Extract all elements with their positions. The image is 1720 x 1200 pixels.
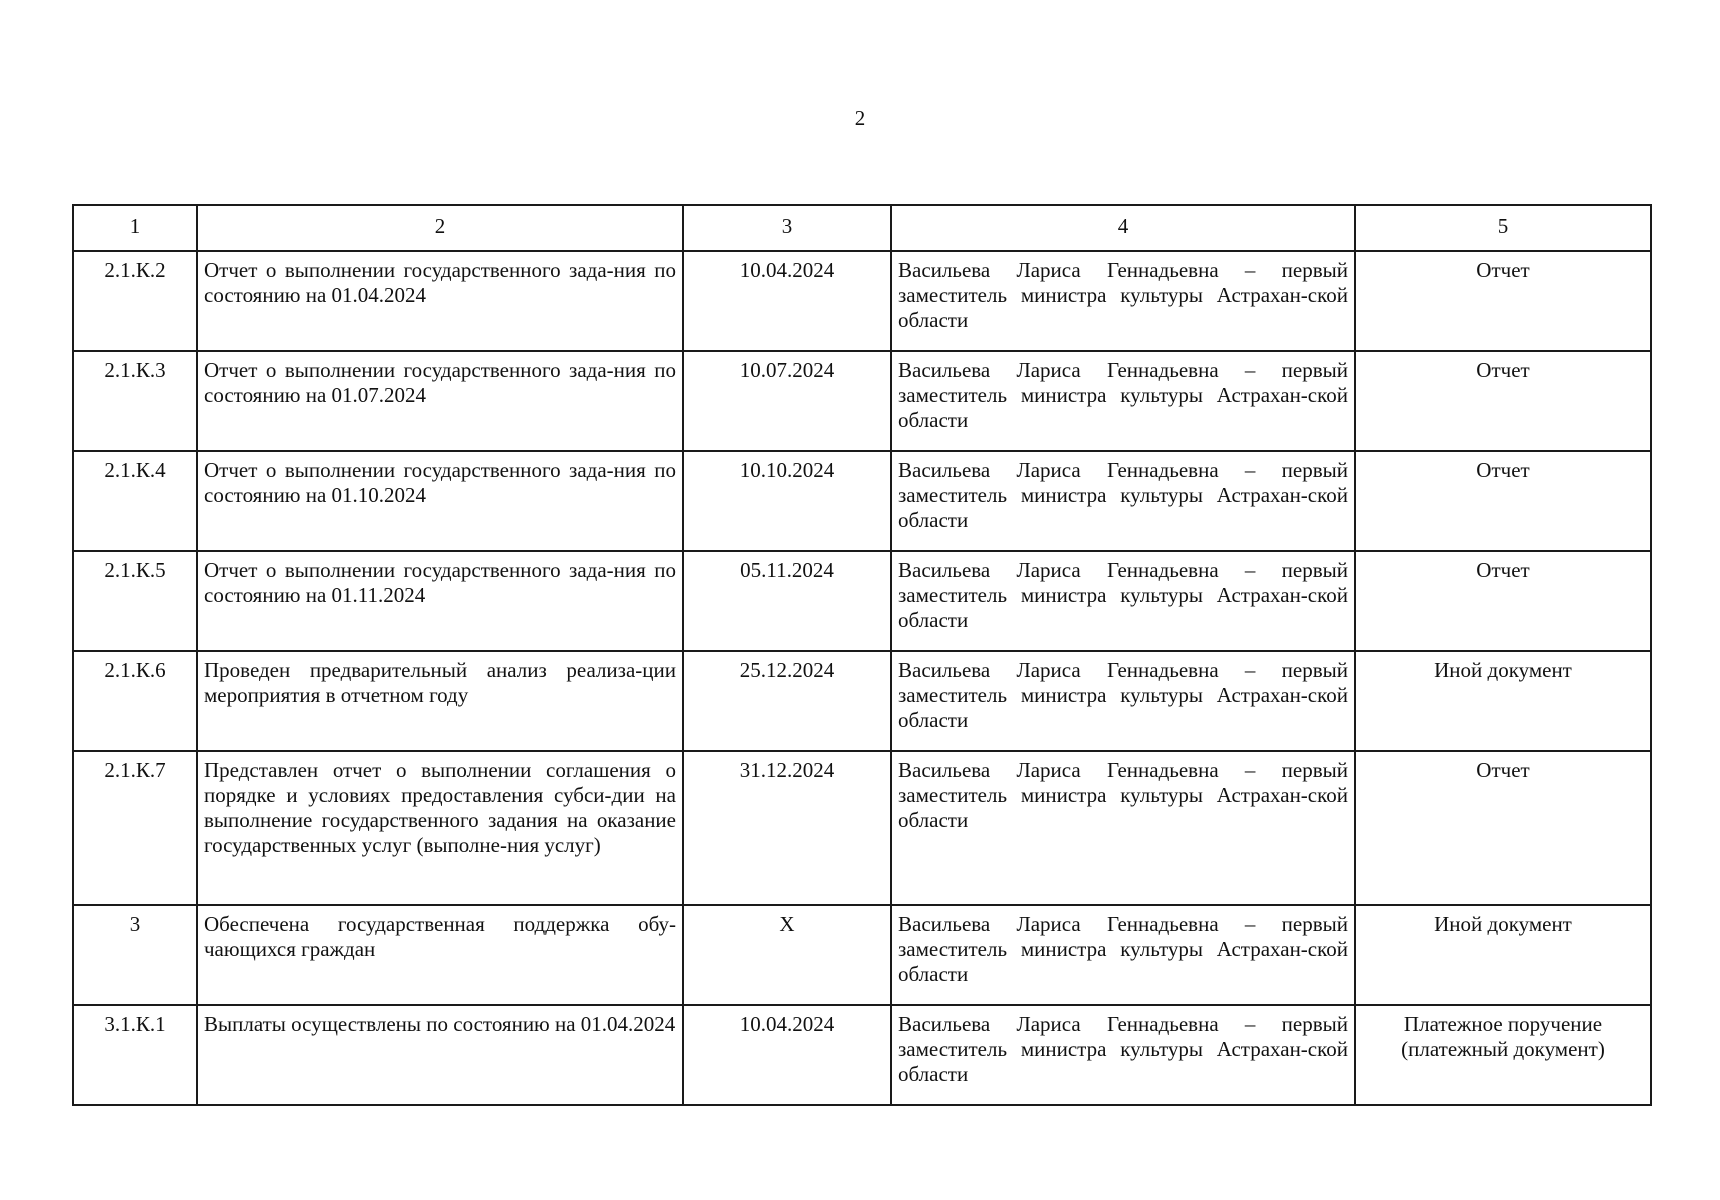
- table-row: [73, 451, 1651, 551]
- row-document: Отчет: [1355, 751, 1651, 905]
- row-name: Выплаты осуществлены по состоянию на 01.04.2024: [197, 1005, 683, 1105]
- row-document: Отчет: [1355, 251, 1651, 351]
- row-date: 25.12.2024: [683, 651, 891, 751]
- row-date: X: [683, 905, 891, 1005]
- row-responsible: Васильева Лариса Геннадьевна – первый заместитель министра культуры Астрахан-ской области: [891, 551, 1355, 651]
- header-col-5: 5: [1355, 205, 1651, 251]
- row-date: 10.04.2024: [683, 1005, 891, 1105]
- table-row: [73, 551, 1651, 651]
- row-number: 2.1.К.6: [73, 651, 197, 751]
- table-row: [73, 651, 1651, 751]
- row-responsible: Васильева Лариса Геннадьевна – первый заместитель министра культуры Астрахан-ской области: [891, 251, 1355, 351]
- row-number: 2.1.К.7: [73, 751, 197, 905]
- row-responsible: Васильева Лариса Геннадьевна – первый заместитель министра культуры Астрахан-ской области: [891, 1005, 1355, 1105]
- row-responsible: Васильева Лариса Геннадьевна – первый заместитель министра культуры Астрахан-ской области: [891, 351, 1355, 451]
- row-document: Отчет: [1355, 351, 1651, 451]
- row-responsible: Васильева Лариса Геннадьевна – первый заместитель министра культуры Астрахан-ской области: [891, 905, 1355, 1005]
- page-number: 2: [854, 106, 866, 130]
- table-row: [73, 905, 1651, 1005]
- row-responsible: Васильева Лариса Геннадьевна – первый заместитель министра культуры Астрахан-ской области: [891, 651, 1355, 751]
- row-number: 2.1.К.5: [73, 551, 197, 651]
- row-date: 10.07.2024: [683, 351, 891, 451]
- row-date: 10.10.2024: [683, 451, 891, 551]
- row-date: 10.04.2024: [683, 251, 891, 351]
- row-document: Платежное поручение (платежный документ): [1355, 1005, 1651, 1105]
- row-name: Отчет о выполнении государственного зада-ния по состоянию на 01.11.2024: [197, 551, 683, 651]
- row-date: 31.12.2024: [683, 751, 891, 905]
- row-document: Отчет: [1355, 551, 1651, 651]
- row-number: 3.1.К.1: [73, 1005, 197, 1105]
- table-row: [73, 751, 1651, 905]
- row-document: Отчет: [1355, 451, 1651, 551]
- header-col-4: 4: [891, 205, 1355, 251]
- row-name: Проведен предварительный анализ реализа-ции мероприятия в отчетном году: [197, 651, 683, 751]
- row-number: 2.1.К.2: [73, 251, 197, 351]
- table-header-row: [73, 205, 1651, 251]
- row-responsible: Васильева Лариса Геннадьевна – первый заместитель министра культуры Астрахан-ской области: [891, 751, 1355, 905]
- table-row: [73, 1005, 1651, 1105]
- table-row: [73, 351, 1651, 451]
- header-col-1: 1: [73, 205, 197, 251]
- header-col-3: 3: [683, 205, 891, 251]
- row-name: Обеспечена государственная поддержка обу-чающихся граждан: [197, 905, 683, 1005]
- row-number: 2.1.К.4: [73, 451, 197, 551]
- row-name: Отчет о выполнении государственного зада-ния по состоянию на 01.04.2024: [197, 251, 683, 351]
- row-date: 05.11.2024: [683, 551, 891, 651]
- row-responsible: Васильева Лариса Геннадьевна – первый заместитель министра культуры Астрахан-ской области: [891, 451, 1355, 551]
- row-name: Представлен отчет о выполнении соглашения о порядке и условиях предоставления субси-дии на выполнение государственного задания на оказание государственных услуг (выполне-ния услуг): [197, 751, 683, 905]
- row-number: 3: [73, 905, 197, 1005]
- row-name: Отчет о выполнении государственного зада-ния по состоянию на 01.07.2024: [197, 351, 683, 451]
- row-number: 2.1.К.3: [73, 351, 197, 451]
- header-col-2: 2: [197, 205, 683, 251]
- control-points-table: [72, 204, 1652, 1106]
- table-body: [73, 251, 1651, 1105]
- row-document: Иной документ: [1355, 905, 1651, 1005]
- row-document: Иной документ: [1355, 651, 1651, 751]
- table-row: [73, 251, 1651, 351]
- row-name: Отчет о выполнении государственного зада-ния по состоянию на 01.10.2024: [197, 451, 683, 551]
